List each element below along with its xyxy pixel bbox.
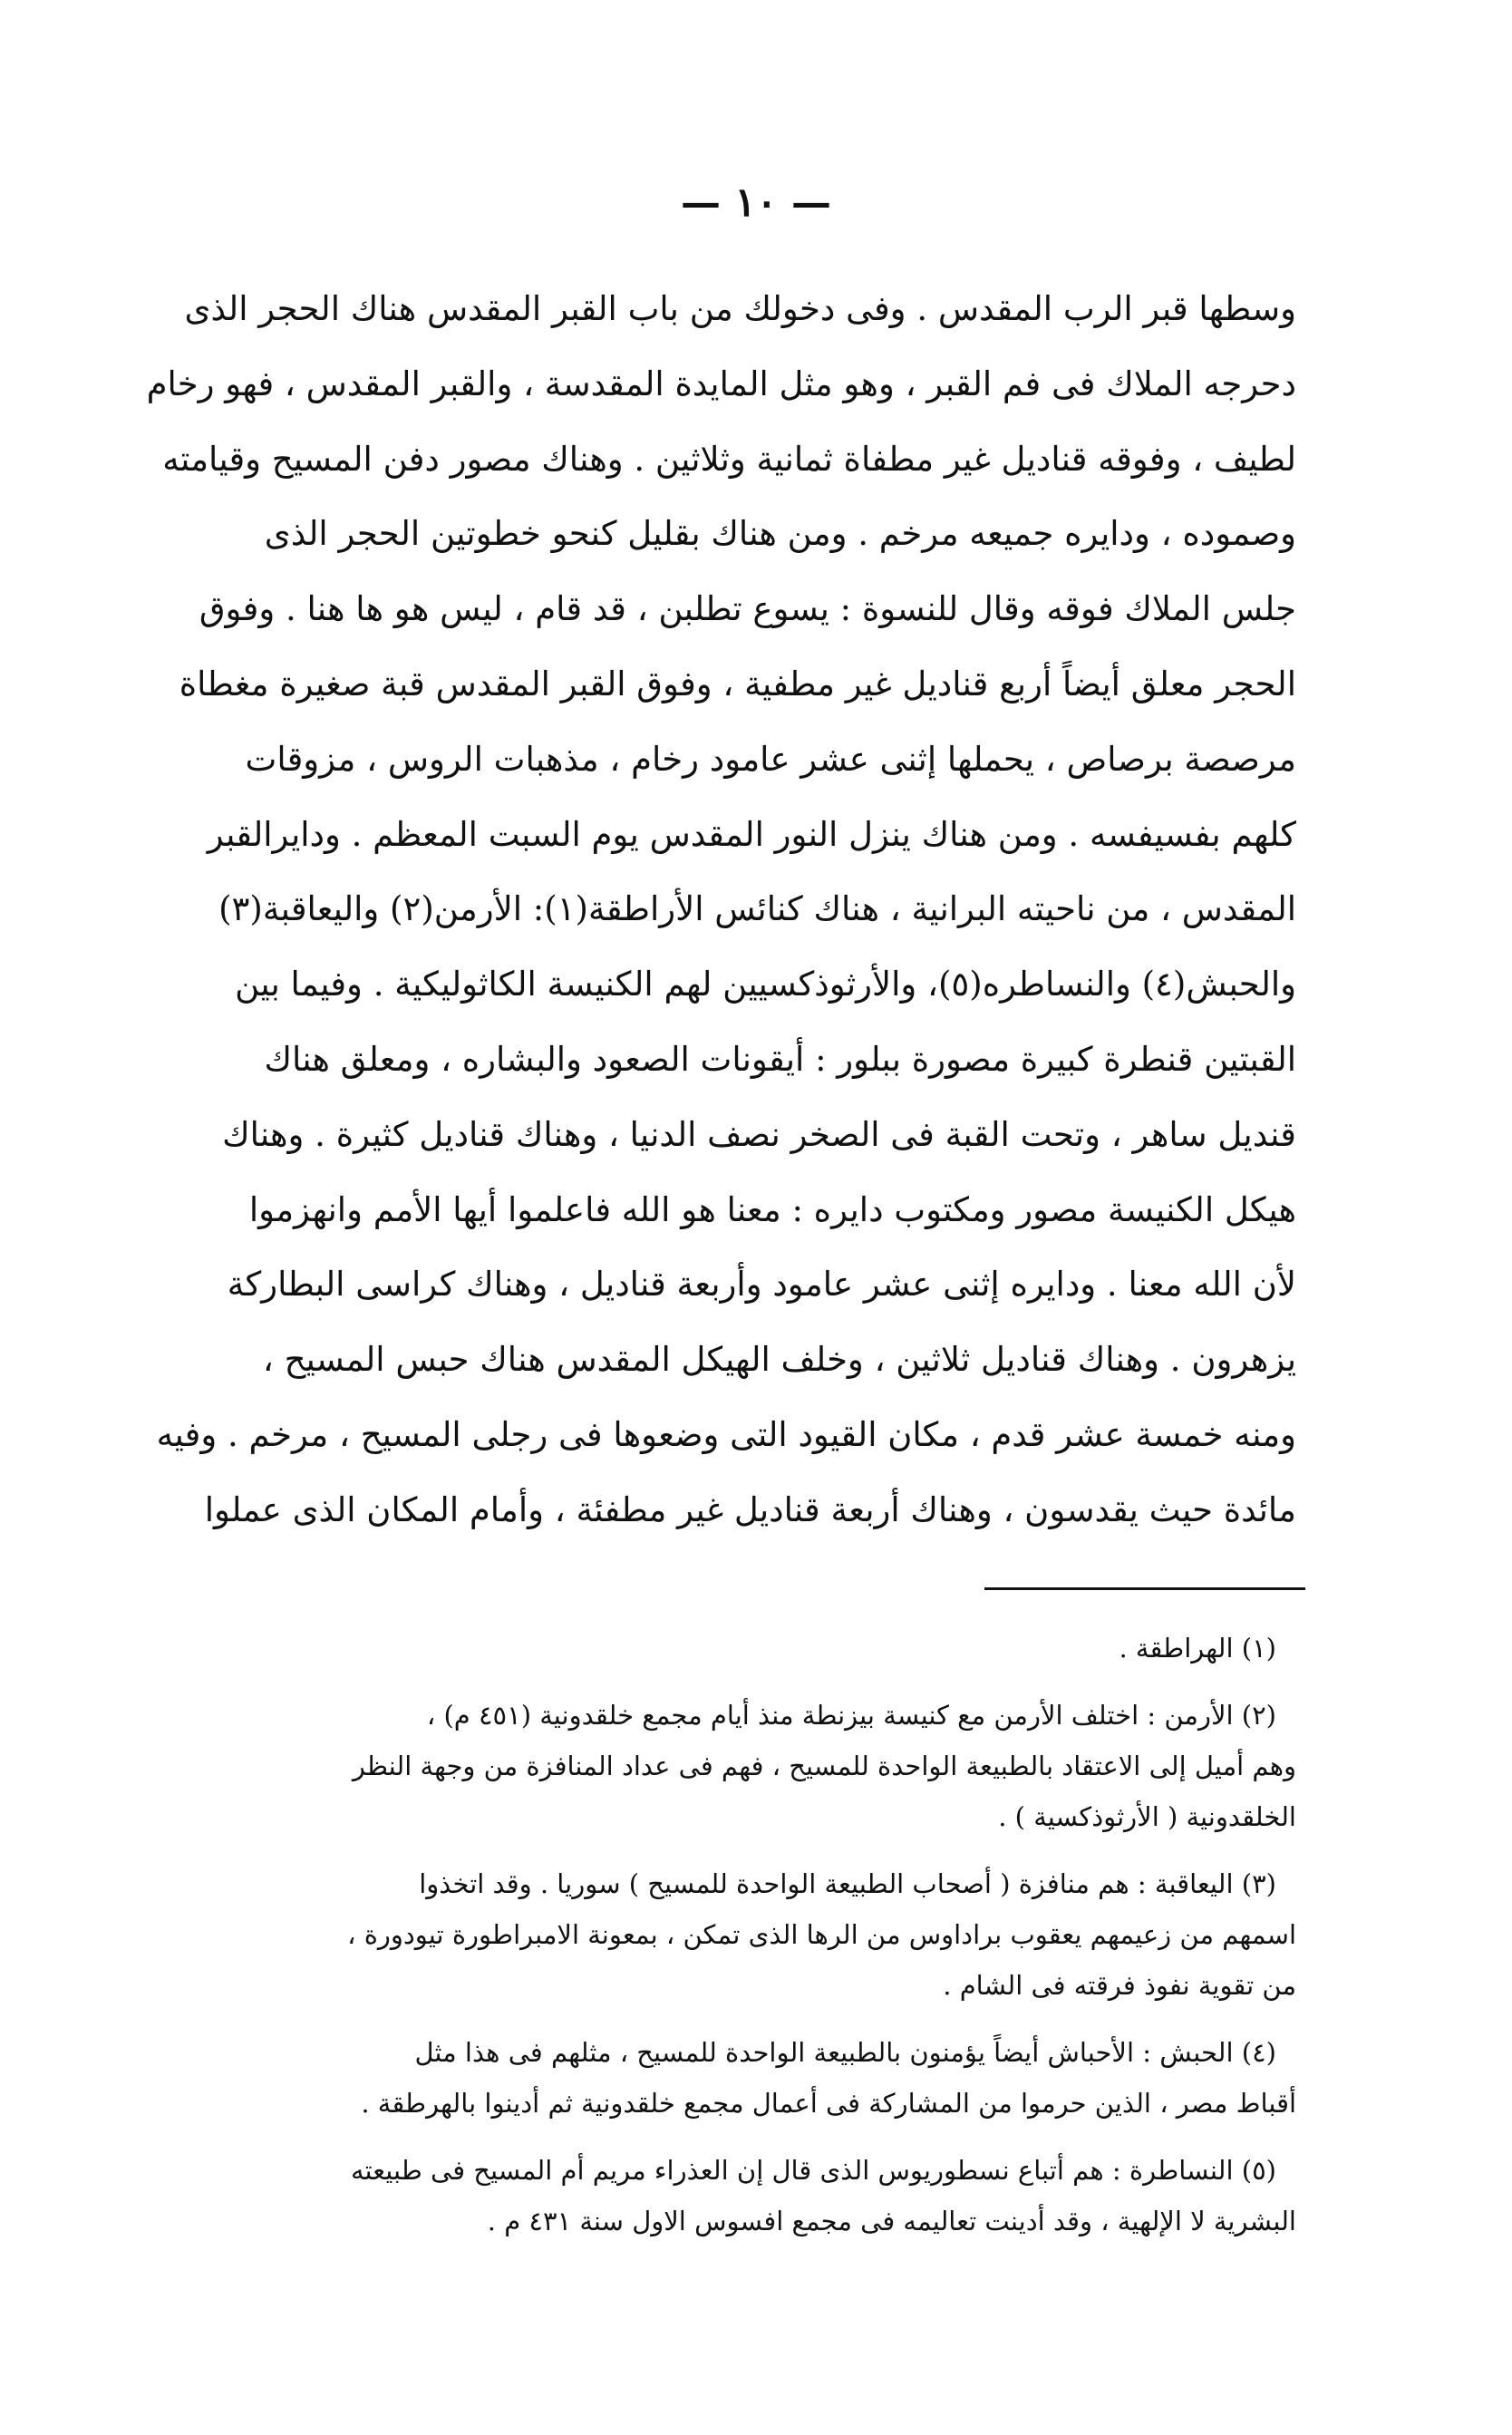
- footnotes: [145, 1623, 1296, 2263]
- text-line: ومنه خمسة عشر قدم ، مكان القيود التى وضعوها فى رجلى المسيح ، مرخم . وفيه: [156, 1414, 1296, 1454]
- text-line: الحجر معلق أيضاً أربع قناديل غير مطفية ، وفوق القبر المقدس قبة صغيرة مغطاة: [179, 664, 1296, 703]
- footnote-4: [145, 2027, 1296, 2129]
- footnote-line: البشرية لا الإلهية ، وقد أدينت تعاليمه فى مجمع افسوس الاول سنة ٤٣١ م .: [487, 2206, 1296, 2236]
- text-line: يزهرون . وهناك قناديل ثلاثين ، وخلف الهيكل المقدس هناك حبس المسيح ،: [262, 1340, 1296, 1380]
- text-line: كلهم بفسيفسه . ومن هناك ينزل النور المقدس يوم السبت المعظم . ودايرالقبر: [207, 814, 1296, 854]
- footnote-line: (٣) اليعاقبة : هم منافزة ( أصحاب الطبيعة الواحدة للمسيح ) سوريا . وقد اتخذوا: [419, 1868, 1276, 1899]
- footnote-line: (٤) الحبش : الأحباش أيضاً يؤمنون بالطبيعة الواحدة للمسيح ، مثلهم فى هذا مثل: [414, 2037, 1276, 2068]
- text-line: مرصصة برصاص ، يحملها إثنى عشر عامود رخام ، مذهبات الروس ، مزوقات: [245, 739, 1296, 779]
- main-text: [145, 272, 1296, 1548]
- text-line: دحرجه الملاك فى فم القبر ، وهو مثل المايدة المقدسة ، والقبر المقدس ، فهو رخام: [146, 364, 1296, 403]
- footnote-line: (٢) الأرمن : اختلف الأرمن مع كنيسة بيزنطة منذ أيام مجمع خلقدونية (٤٥١ م) ،: [426, 1700, 1276, 1731]
- footnote-line: اسمهم من زعيمهم يعقوب براداوس من الرها الذى تمكن ، بمعونة الامبراطورة تيودورة ،: [347, 1919, 1296, 1950]
- footnote-separator: [984, 1587, 1305, 1590]
- footnote-line: (١) الهراطقة .: [1119, 1633, 1276, 1664]
- footnote-2: [145, 1690, 1296, 1842]
- text-line: لأن الله معنا . ودايره إثنى عشر عامود وأربعة قناديل ، وهناك كراسى البطاركة: [227, 1265, 1296, 1305]
- text-line: قنديل ساهر ، وتحت القبة فى الصخر نصف الدنيا ، وهناك قناديل كثيرة . وهناك: [222, 1114, 1296, 1154]
- footnote-line: وهم أميل إلى الاعتقاد بالطبيعة الواحدة للمسيح ، فهم فى عداد المنافزة من وجهة النظر: [352, 1751, 1296, 1781]
- text-line: المقدس ، من ناحيته البرانية ، هناك كنائس الأراطقة(١): الأرمن(٢) واليعاقبة(٣): [218, 889, 1296, 929]
- page-number: — ١٠ —: [681, 179, 831, 226]
- text-line: القبتين قنطرة كبيرة مصورة ببلور : أيقونات الصعود والبشاره ، ومعلق هناك: [264, 1039, 1296, 1079]
- footnote-line: الخلقدونية ( الأرثوذكسية ) .: [998, 1801, 1296, 1832]
- text-line: جلس الملاك فوقه وقال للنسوة : يسوع تطلبن ، قد قام ، ليس هو ها هنا . وفوق: [199, 589, 1296, 629]
- text-line: وسطها قبر الرب المقدس . وفى دخولك من باب القبر المقدس هناك الحجر الذى: [184, 289, 1296, 328]
- text-line: وصموده ، ودايره جميعه مرخم . ومن هناك بقليل كنحو خطوتين الحجر الذى: [264, 514, 1296, 554]
- text-line: والحبش(٤) والنساطره(٥)، والأرثوذكسيين لهم الكنيسة الكاثوليكية . وفيما بين: [235, 965, 1296, 1004]
- text-line: لطيف ، وفوقه قناديل غير مطفاة ثمانية وثلاثين . وهناك مصور دفن المسيح وقيامته: [162, 439, 1296, 479]
- footnote-line: (٥) النساطرة : هم أتباع نسطوريوس الذى قال إن العذراء مريم أم المسيح فى طبيعته: [350, 2155, 1276, 2186]
- footnote-line: أقباط مصر ، الذين حرموا من المشاركة فى أعمال مجمع خلقدونية ثم أدينوا بالهرطقة .: [361, 2088, 1296, 2119]
- text-line: مائدة حيث يقدسون ، وهناك أربعة قناديل غير مطفئة ، وأمام المكان الذى عملوا: [204, 1489, 1296, 1529]
- footnote-5: [145, 2145, 1296, 2246]
- footnote-1: [145, 1623, 1296, 1673]
- text-line: هيكل الكنيسة مصور ومكتوب دايره : معنا هو الله فاعلموا أيها الأمم وانهزموا: [248, 1189, 1296, 1229]
- footnote-3: [145, 1858, 1296, 2011]
- footnote-line: من تقوية نفوذ فرقته فى الشام .: [943, 1970, 1296, 2001]
